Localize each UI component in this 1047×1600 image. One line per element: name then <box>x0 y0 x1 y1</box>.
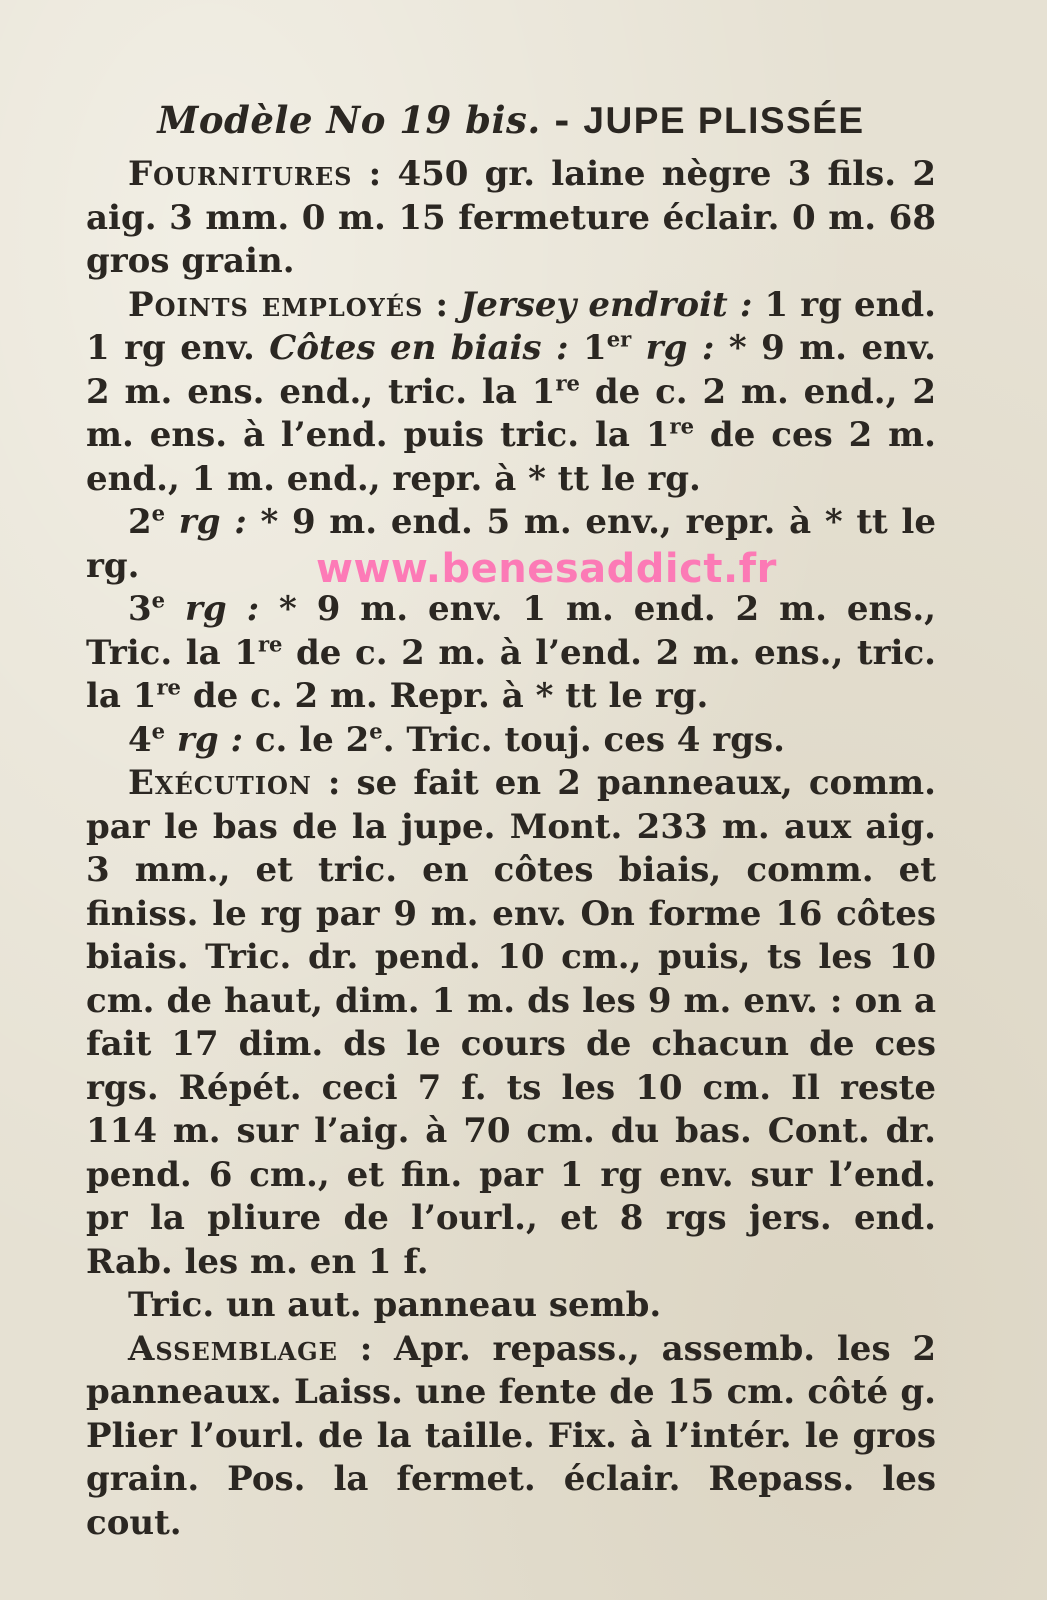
row1-label: rg : <box>631 328 715 368</box>
row3-text-a: * 9 m. env. 1 m. end. 2 m. ens., Tric. la 1 <box>86 589 936 673</box>
assemblage-text: : Apr. repass., assemb. les 2 panneaux. Laiss. une fente de 15 cm. côté g. Plier l’ourl. de la taille. Fix. à l’intér. le gros grain. Pos. la fermet. éclair. Repass. les cout. <box>86 1328 936 1543</box>
second-panel-paragraph <box>86 1284 936 1328</box>
row1-text-c: de ces 2 m. end., 1 m. end., repr. à * tt le rg. <box>86 415 936 499</box>
row3-text-b: de c. 2 m. à l’end. 2 m. ens., tric. la 1 <box>86 632 936 716</box>
row3-text-c: de c. 2 m. Repr. à * tt le rg. <box>180 676 709 716</box>
watermark-url: www.benesaddict.fr <box>316 546 777 592</box>
row3-label: rg : <box>165 589 260 629</box>
title-separator: - <box>540 98 584 142</box>
document-page <box>86 92 936 1545</box>
fournitures-section <box>86 153 936 284</box>
row4-sup2: e <box>369 717 383 743</box>
row1-sup: er <box>606 326 632 352</box>
row4-paragraph <box>86 719 936 763</box>
second-panel-text: Tric. un aut. panneau semb. <box>128 1285 662 1325</box>
row1-number: 1 <box>583 328 607 368</box>
jersey-text: 1 rg end. 1 rg env. <box>86 284 936 368</box>
fournitures-label: Fournitures <box>128 154 353 194</box>
execution-section <box>86 762 936 1284</box>
garment-name: JUPE PLISSÉE <box>583 100 865 141</box>
assemblage-section <box>86 1328 936 1546</box>
row4-text-a: c. le 2 <box>243 719 370 760</box>
row3-number: 3 <box>128 589 152 629</box>
page-title <box>86 92 936 149</box>
execution-label: Exécution <box>128 763 312 803</box>
row4-text-b: . Tric. touj. ces 4 rgs. <box>382 719 785 760</box>
fournitures-text: : 450 gr. laine nègre 3 fils. 2 aig. 3 mm. 0 m. 15 fermeture éclair. 0 m. 68 gros grain. <box>86 154 936 281</box>
points-section <box>86 284 936 502</box>
row1-text-a: * 9 m. env. 2 m. ens. end., tric. la 1 <box>86 328 937 412</box>
jersey-label: Jersey endroit : <box>460 284 753 325</box>
execution-text: : se fait en 2 panneaux, comm. par le bas de la jupe. Mont. 233 m. aux aig. 3 mm., et tric. en côtes biais, comm. et finiss. le rg par 9 m. env. On forme 16 côtes biais. Tric. dr. pend. 10 cm., puis, ts les 10 cm. de haut, dim. 1 m. ds les 9 m. env. : on a fait 17 dim. ds le cours de chacun de ces rgs. Répét. ceci 7 f. ts les 10 cm. Il reste 114 m. sur l’aig. à 70 cm. du bas. Cont. dr. pend. 6 cm., et fin. par 1 rg env. sur l’end. pr la pliure de l’ourl., et 8 rgs jers. end. Rab. les m. en 1 f. <box>86 763 936 1282</box>
row3-sup: e <box>151 587 166 613</box>
row3-sup2: re <box>257 630 283 656</box>
row2-label: rg : <box>165 502 247 542</box>
assemblage-label: Assemblage <box>128 1328 338 1369</box>
points-colon: : <box>423 284 461 325</box>
row4-sup: e <box>151 717 166 743</box>
row1-sup2: re <box>555 369 580 395</box>
row4-label: rg : <box>165 719 244 760</box>
row3-paragraph <box>86 588 936 719</box>
row2-number: 2 <box>128 502 152 542</box>
row4-number: 4 <box>128 719 152 760</box>
row2-text: * 9 m. end. 5 m. env., repr. à * tt le rg. <box>86 502 936 586</box>
cotes-label: Côtes en biais : <box>269 328 584 368</box>
model-number: Modèle No 19 bis. <box>157 98 541 142</box>
row1-sup3: re <box>669 413 695 439</box>
points-label: Points employés <box>128 284 424 325</box>
row1-text-b: de c. 2 m. end., 2 m. ens. à l’end. puis tric. la 1 <box>86 371 936 455</box>
row3-sup3: re <box>156 674 181 700</box>
row2-sup: e <box>151 500 166 526</box>
